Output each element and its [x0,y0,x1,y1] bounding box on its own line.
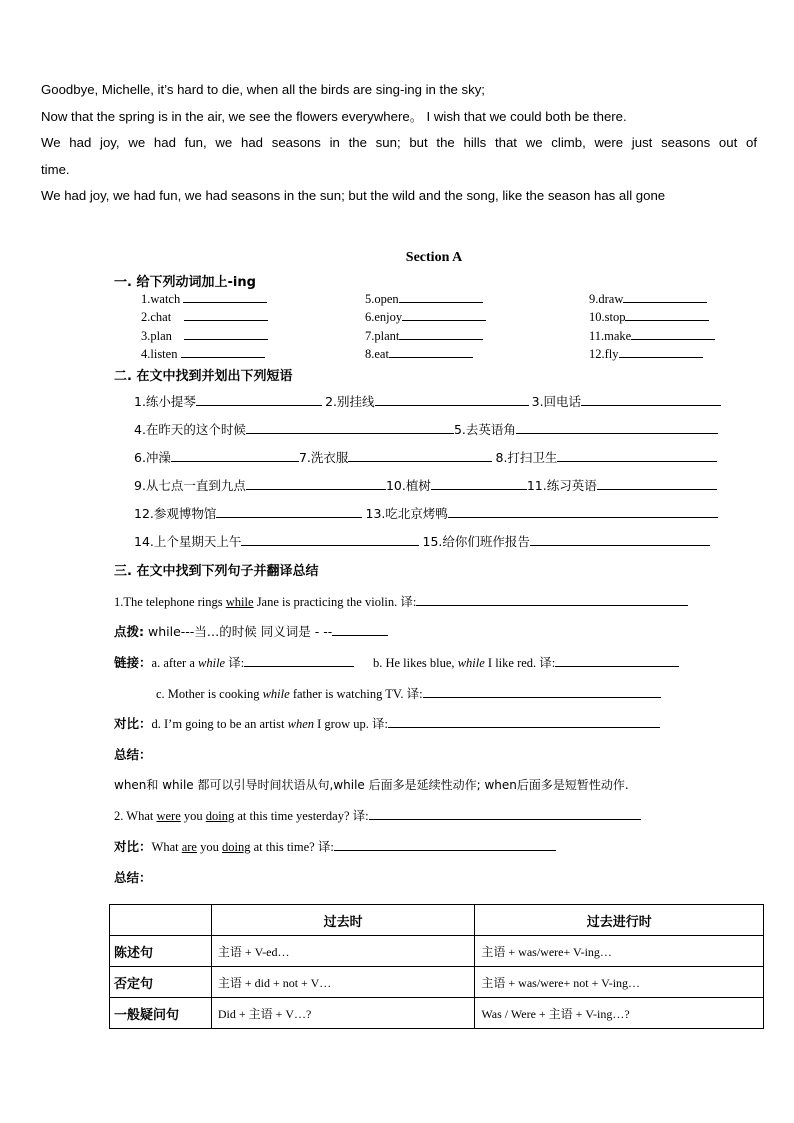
exercise-item: 11.make [589,328,715,344]
exercise-item: 8.eat [365,346,473,362]
sentence-1: 1.The telephone rings while Jane is practicing the violin. 译: [114,592,688,610]
compare-line: 对比：d. I’m going to be an artist when I grow up. 译: [114,714,660,732]
row-label: 一般疑问句 [110,998,212,1029]
summary-text: when和 while 都可以引导时间状语从句,while 后面多是延续性动作; when后面多是短暂性动作. [114,778,629,792]
exercise-item: 10.stop [589,309,709,325]
exercise-item: 9.draw [589,291,707,307]
lyric-line: We had joy, we had fun, we had seasons in the sun; but the hills that we climb, were just seasons out of [41,135,757,150]
link-line-c: c. Mother is cooking while father is watching TV. 译: [156,684,661,702]
sentence-2: 2. What were you doing at this time yesterday? 译: [114,806,641,824]
table-cell: 主语 + V-ed… [211,936,475,967]
table-row [110,936,764,967]
table-header: 过去进行时 [475,905,764,936]
table-cell: Was / Were + 主语 + V-ing…? [475,998,764,1029]
phrase-row: 14.上个星期天上午 15.给你们班作报告 [134,532,710,550]
lyric-line: We had joy, we had fun, we had seasons in the sun; but the wild and the song, like the season has all gone [41,188,666,203]
table-cell: 主语 + did + not + V… [211,967,475,998]
summary-2-label: 总结： [114,870,152,885]
table-cell: 主语 + was/were+ not + V-ing… [475,967,764,998]
part2-heading: 二. 在文中找到并划出下列短语 [114,369,293,384]
table-header: 过去时 [211,905,475,936]
table-header-row [110,905,764,936]
table-cell: 主语 + was/were+ V-ing… [475,936,764,967]
table-cell: Did + 主语 + V…? [211,998,475,1029]
phrase-row: 4.在昨天的这个时候 5.去英语角 [134,420,718,438]
phrase-row: 9.从七点一直到九点 10.植树 11.练习英语 [134,476,717,494]
table-row [110,967,764,998]
phrase-row: 6.冲澡 7.洗衣服 8.打扫卫生 [134,448,717,466]
row-label: 陈述句 [110,936,212,967]
row-label: 否定句 [110,967,212,998]
exercise-item: 3.plan [141,328,268,344]
table-header [110,905,212,936]
section-title: Section A [405,250,463,265]
part1-heading: 一. 给下列动词加上-ing [114,275,256,290]
tense-table [109,904,764,1029]
summary-label: 总结： [114,747,152,762]
exercise-item: 6.enjoy [365,309,486,325]
exercise-item: 7.plant [365,328,483,344]
lyrics-block [41,77,757,210]
exercise-item: 1.watch [141,291,267,307]
lyric-line: Goodbye, Michelle, it’s hard to die, when all the birds are sing-ing in the sky; [41,82,485,97]
exercise-item: 12.fly [589,346,703,362]
exercise-item: 5.open [365,291,483,307]
compare-2: 对比：What are you doing at this time? 译: [114,837,556,855]
lyric-line: time. [41,161,70,177]
exercise-item: 4.listen [141,346,265,362]
tip-line: 点拨: while---当…的时候 同义词是 - -- [114,622,388,640]
table-row [110,998,764,1029]
link-line: 链接：a. after a while 译: b. He likes blue, while I like red. 译: [114,653,679,671]
phrase-row: 1.练小提琴 2.别挂线 3.回电话 [134,392,721,410]
phrase-row: 12.参观博物馆 13.吃北京烤鸭 [134,504,718,522]
lyric-line: Now that the spring is in the air, we see the flowers everywhere。 I wish that we could both be there. [41,108,627,124]
part3-heading: 三. 在文中找到下列句子并翻译总结 [114,564,319,579]
exercise-item: 2.chat [141,309,268,325]
